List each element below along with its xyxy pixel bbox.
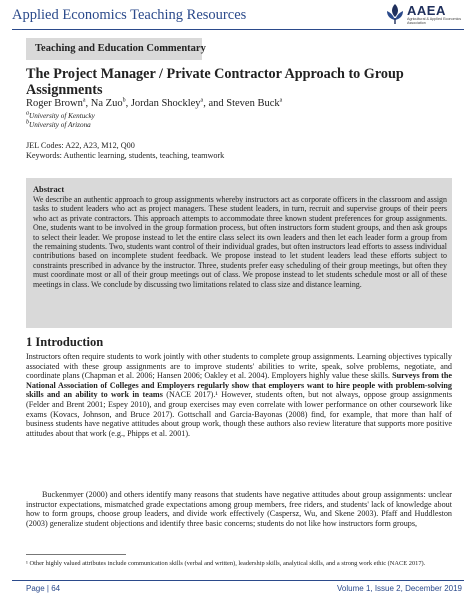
highlighted-text: Surveys from the National Association of Colleges and Employers regularly show that employers want to hire people with problem-solving skills and an ability to work in teams <box>26 371 452 400</box>
affiliation <box>26 121 91 129</box>
issue-info: Volume 1, Issue 2, December 2019 <box>337 584 462 593</box>
journal-title: Applied Economics Teaching Resources <box>12 7 247 23</box>
logo-name: AAEA <box>407 3 446 18</box>
author-list: Roger Brown$^a$, Na Zuo$^b$, Jordan Shockley$^a$, and Steven Buck$^a$ <box>26 97 283 109</box>
author-name: Na Zuo <box>90 98 123 109</box>
abstract-text: We describe an authentic approach to group assignments whereby instructors act as corporate officers in the classroom and assign tasks to student leaders who act as project managers. These student leaders, in turn, recruit and supervise groups of their peers who act as private contractors. This approach attempts to accommodate three known student preferences for group assignments. One, students want to be involved in the group formation process, but often instructors form student groups, and then ask groups to select their leader. We propose instead to let the entire class select its own leaders and then let each leader form a group from the remaining students. Two, students want control of their individual grades, but often instructors lead efforts to assess individual contributions based on incomplete student feedback. We propose instead to let student leaders lead these efforts subject to constraints prescribed in advance by the instructor. Three, students prefer easy scheduling of their group meetings, but often they must coordinate most or all of their group meetings out of class. We propose instead to let students schedule most or all of these meetings in class. We conclude by discussing two limitations related to class size and distance learning. <box>33 195 447 289</box>
section-label: Teaching and Education Commentary <box>35 43 206 54</box>
paragraph-text: Instructors often require students to work jointly with other students to complete group assignments. Learning objectives typically associated with these group assignments are to improve students' abilities to write, speak, solve problems, negotiate, and coordinate plans (Chapman et al. 2006; Hansen 2006; Oakley et al. 2004). Employers highly value these skills. <box>26 352 452 381</box>
author-affil-mark: b <box>122 97 126 104</box>
section-heading: 1 Introduction <box>26 335 104 349</box>
jel-codes: JEL Codes: A22, A23, M12, Q00 <box>26 141 135 150</box>
affiliation <box>26 112 95 120</box>
abstract-title: Abstract <box>33 185 65 194</box>
affil-mark: b <box>26 119 29 126</box>
aaea-logo <box>384 3 464 27</box>
header-rule <box>12 29 464 30</box>
abstract-box <box>26 178 452 328</box>
wheat-logo-icon <box>384 3 406 25</box>
paper-title: The Project Manager / Private Contractor Approach to Group Assignments <box>26 66 404 98</box>
affil-text: University of Kentucky <box>29 112 95 120</box>
paragraph-text: (NACE 2017).¹ However, students often, but not always, oppose group assignments (Felder and Brent 2001; Espey 2010), and group exercises may even correlate with lower performance on other coursework like exams (Kovacs, Johnson, and Bruce 2017). Gottschall and Garcia-Bayonas (2008) find, for example, that more than half of business students have negative attitudes about group work, though these authors also review literature that supports more positive attitudes about that work (e.g., Phipps et al. 2001). <box>26 390 453 438</box>
author-name: and Steven Buck <box>208 98 280 109</box>
author-affil-mark: a <box>82 97 86 104</box>
keywords: Keywords: Authentic learning, students, teaching, teamwork <box>26 151 225 160</box>
author-affil-mark: a <box>200 97 204 104</box>
author-affil-mark: a <box>279 97 283 104</box>
footnote-rule <box>26 554 126 555</box>
intro-paragraph-2: Buckenmyer (2000) and others identify many reasons that students have negative attitudes about group assignments: unclear instructor expectations, mismatched grade expectations among group members, free riders, and students' lack of knowledge about how to form groups, choose group leaders, and divide work effectively (Caspersz, Wu, and Skene 2003). Pfaff and Huddleston (2003) generalize student objections and identify three basic concerns; students do not like how instructors form groups, <box>26 490 452 528</box>
footnote: ¹ Other highly valued attributes include communication skills (verbal and written), leadership skills, analytical skills, and a strong work ethic (NACE 2017). <box>26 560 426 567</box>
footer-rule <box>12 580 464 581</box>
author-name: Jordan Shockley <box>130 98 201 109</box>
affil-mark: a <box>26 110 29 117</box>
logo-subtitle: Agricultural & Applied Economics Association <box>407 17 462 26</box>
intro-paragraph-1 <box>26 352 452 438</box>
affil-text: University of Arizona <box>29 121 91 129</box>
author-name: Roger Brown <box>26 98 83 109</box>
section-label-box <box>26 38 206 60</box>
page-number: Page | 64 <box>26 584 61 593</box>
